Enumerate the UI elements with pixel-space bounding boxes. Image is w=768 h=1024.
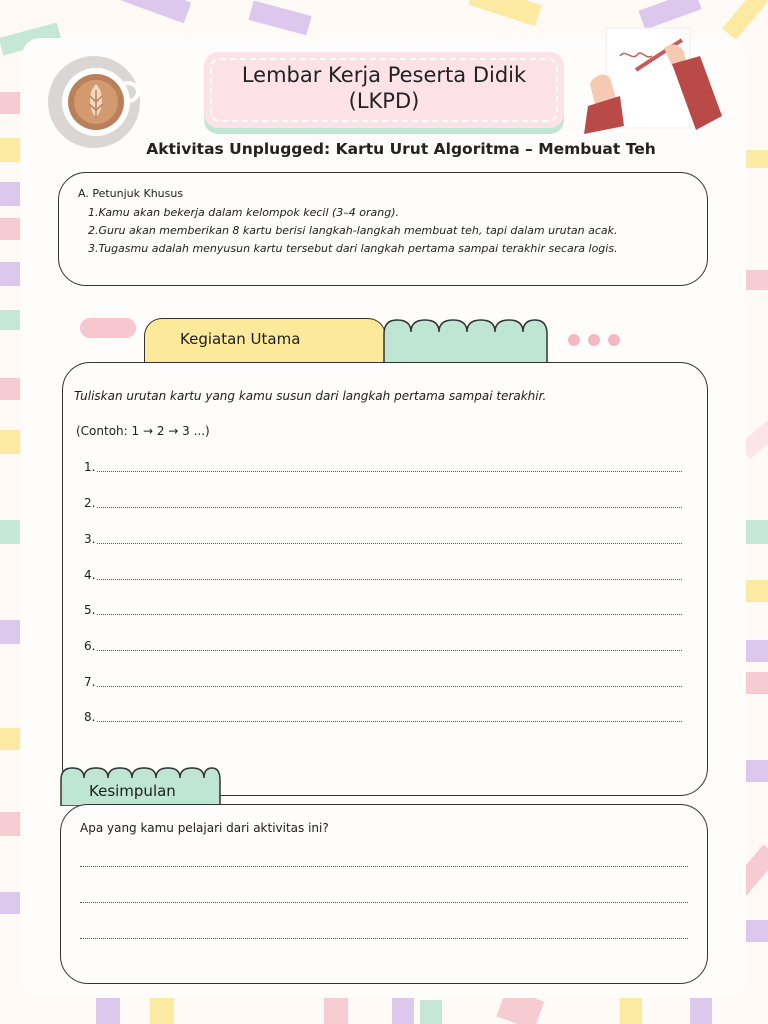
instruction-item-3: 3.Tugasmu adalah menyusun kartu tersebut dari langkah pertama sampai terakhir secara logis.	[88, 242, 618, 255]
answer-number: 8.	[84, 710, 96, 724]
answer-line[interactable]	[84, 708, 682, 724]
answer-dotted-line	[97, 471, 682, 472]
conclusion-question: Apa yang kamu pelajari dari aktivitas ini?	[80, 821, 329, 835]
answer-line[interactable]	[84, 566, 682, 582]
decorative-dot	[588, 334, 600, 346]
instruction-item-1: 1.Kamu akan bekerja dalam kelompok kecil (3–4 orang).	[88, 206, 400, 219]
answer-line[interactable]	[84, 601, 682, 617]
answer-dotted-line	[97, 686, 682, 687]
answer-line[interactable]	[84, 530, 682, 546]
answer-line[interactable]	[84, 458, 682, 474]
instruction-item-2: 2.Guru akan memberikan 8 kartu berisi langkah-langkah membuat teh, tapi dalam urutan acak.	[88, 224, 618, 237]
title-line-1: Lembar Kerja Peserta Didik	[241, 63, 527, 87]
answer-dotted-line	[97, 507, 682, 508]
answer-number: 1.	[84, 460, 96, 474]
main-activity-tab-label: Kegiatan Utama	[180, 330, 301, 348]
answer-dotted-line	[97, 543, 682, 544]
answer-line[interactable]	[84, 673, 682, 689]
instructions-heading: A. Petunjuk Khusus	[78, 187, 184, 200]
answer-number: 2.	[84, 496, 96, 510]
decorative-scallop-tab	[383, 316, 549, 366]
decorative-pill	[80, 318, 136, 338]
answer-line[interactable]	[84, 494, 682, 510]
main-activity-prompt: Tuliskan urutan kartu yang kamu susun dari langkah pertama sampai terakhir.	[74, 389, 547, 403]
title-line-2: (LKPD)	[348, 89, 420, 113]
answer-line[interactable]	[84, 637, 682, 653]
page-title	[204, 62, 564, 114]
conclusion-tab-label: Kesimpulan	[89, 782, 176, 800]
conclusion-answer-line[interactable]	[80, 902, 688, 903]
writing-hands-icon	[576, 26, 726, 142]
answer-number: 7.	[84, 675, 96, 689]
activity-subtitle: Aktivitas Unplugged: Kartu Urut Algoritma – Membuat Teh	[146, 140, 656, 158]
coffee-cup-icon	[42, 54, 146, 150]
main-activity-example: (Contoh: 1 → 2 → 3 ...)	[76, 424, 210, 438]
decorative-dot	[608, 334, 620, 346]
answer-dotted-line	[97, 721, 682, 722]
answer-dotted-line	[97, 614, 682, 615]
conclusion-answer-line[interactable]	[80, 938, 688, 939]
answer-number: 3.	[84, 532, 96, 546]
answer-number: 6.	[84, 639, 96, 653]
answer-number: 5.	[84, 603, 96, 617]
conclusion-answer-line[interactable]	[80, 866, 688, 867]
answer-dotted-line	[97, 579, 682, 580]
answer-number: 4.	[84, 568, 96, 582]
decorative-dot	[568, 334, 580, 346]
answer-dotted-line	[97, 650, 682, 651]
